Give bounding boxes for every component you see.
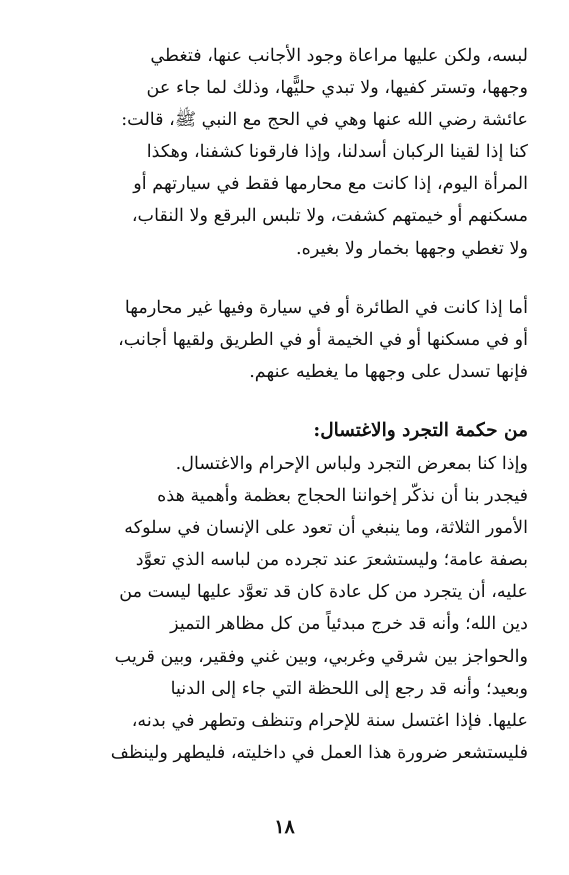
text-line: مسكنهم أو خيمتهم كشفت، ولا تلبس البرقع ولا النقاب، — [131, 206, 528, 227]
text-line: الأمور الثلاثة، وما ينبغي أن تعود على الإنسان في سلوكه — [124, 518, 528, 539]
page-number: ١٨ — [274, 816, 295, 838]
text-line: المرأة اليوم، إذا كانت مع محارمها فقط في سيارتهم أو — [133, 174, 528, 195]
text-line: فليستشعر ضرورة هذا العمل في داخليته، فليطهر ولينظف — [110, 742, 528, 763]
text-line: عائشة رضي الله عنها وهي في الحج مع النبي ﷺ، قالت: — [121, 110, 528, 131]
text-line: عليها. فإذا اغتسل سنة للإحرام وتنظف وتطهر في بدنه، — [131, 710, 528, 731]
text-line: دين الله؛ وأنه قد خرج مبدئياً من كل مظاهر التميز — [170, 614, 528, 635]
text-line: عليه، أن يتجرد من كل عادة كان قد تعوَّد عليها ليست من — [119, 582, 528, 603]
paragraph-3 — [38, 448, 528, 769]
section-heading: من حكمة التجرد والاغتسال: — [313, 420, 528, 441]
text-line: والحواجز بين شرقي وغربي، وبين غني وفقير، وبين قريب — [114, 646, 528, 667]
text-line: وجهها، وتستر كفيها، ولا تبدي حليًّها، وذلك لما جاء عن — [146, 78, 528, 99]
text-line: وبعيد؛ وأنه قد رجع إلى اللحظة التي جاء إلى الدنيا — [170, 678, 528, 699]
paragraph-1 — [38, 40, 528, 265]
text-line: لبسه، ولكن عليها مراعاة وجود الأجانب عنها، فتغطي — [150, 46, 528, 66]
text-line: وإذا كنا بمعرض التجرد ولباس الإحرام والاغتسال. — [175, 454, 528, 474]
text-line: فإنها تسدل على وجهها ما يغطيه عنهم. — [249, 362, 528, 383]
text-line: أما إذا كانت في الطائرة أو في سيارة وفيها غير محارمها — [124, 298, 528, 318]
text-line: بصفة عامة؛ وليستشعرَ عند تجرده من لباسه الذي تعوَّد — [135, 550, 528, 571]
text-line: ولا تغطي وجهها بخمار ولا بغيره. — [296, 238, 528, 259]
text-line: فيجدر بنا أن نذكّر إخواننا الحجاج بعظمة وأهمية هذه — [157, 486, 528, 507]
text-line: كنا إذا لقينا الركبان أسدلنا، وإذا فارقونا كشفنا، وهكذا — [146, 142, 528, 163]
text-line: أو في مسكنها أو في الخيمة أو في الطريق ولقيها أجانب، — [118, 330, 528, 351]
paragraph-2 — [38, 292, 528, 388]
